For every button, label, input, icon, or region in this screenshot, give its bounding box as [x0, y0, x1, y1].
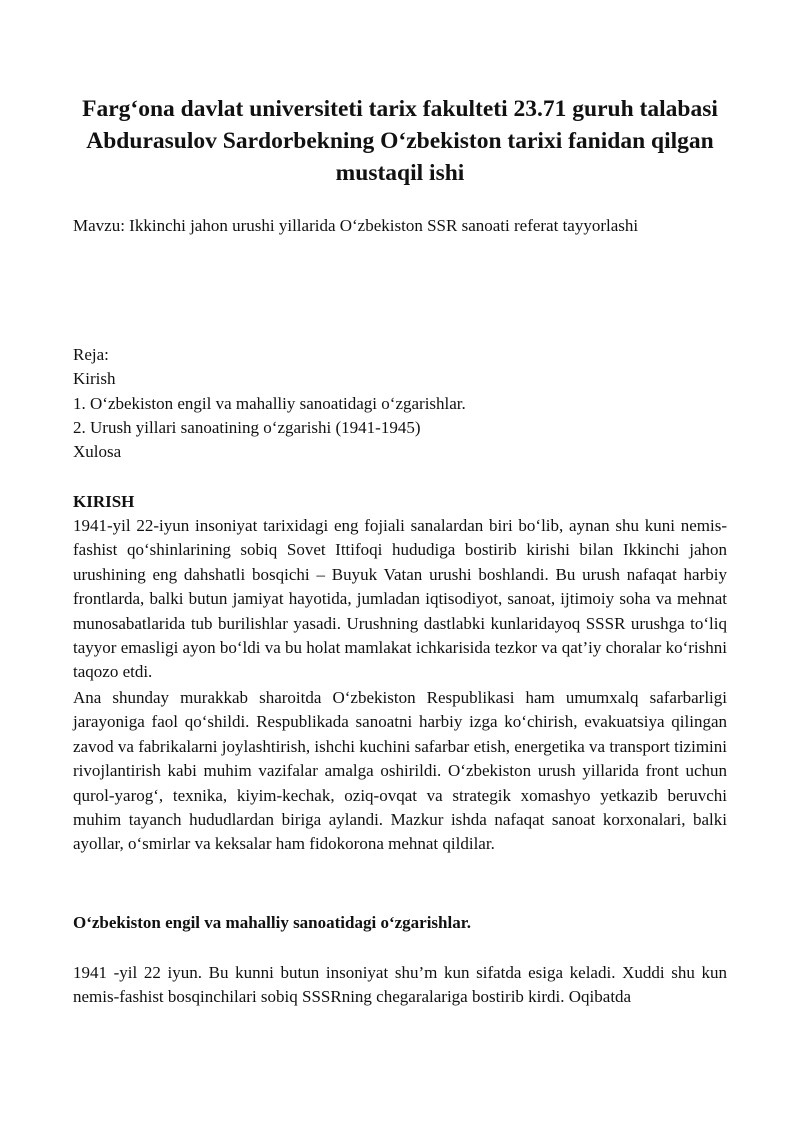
- intro-paragraph: Ana shunday murakkab sharoitda O‘zbekiston Respublikasi ham umumxalq safarbarligi jarayoniga faol qo‘shildi. Respublikada sanoatni harbiy izga ko‘chirish, evakuatsiya qilingan zavod va fabrikalarni joylashtirish, ishchi kuchini safarbar etish, energetika va transport tizimini rivojlantirish kabi muhim vazifalar amalga oshirildi. O‘zbekiston urush yillarida front uchun qurol-yarog‘, texnika, kiyim-kechak, oziq-ovqat va strategik xomashyo yetkazib beruvchi muhim tayanch hududlardan biriga aylandi. Mazkur ishda nafaqat sanoat korxonalari, balki ayollar, o‘smirlar va keksalar ham fidokorona mehnat qildilar.: [73, 688, 727, 854]
- intro-paragraph: 1941-yil 22-iyun insoniyat tarixidagi eng fojiali sanalardan biri bo‘lib, aynan shu kuni nemis-fashist qo‘shinlarining sobiq Sovet Ittifoqi hududiga bostirib kirishi bilan Ikkinchi jahon urushining eng dahshatli bosqichi – Buyuk Vatan urushi boshlandi. Bu urush nafaqat harbiy frontlarda, balki butun jamiyat hayotida, jumladan iqtisodiyot, sanoat, ijtimoiy soha va mehnat munosabatlarida tub burilishlar yasadi. Urushning dastlabki kunlaridayoq SSSR urushga to‘liq tayyor emasligi ayon bo‘ldi va bu holat mamlakat ichkarisida tezkor va qat’iy choralar ko‘rishni taqozo etdi.: [73, 516, 727, 682]
- section-heading: O‘zbekiston engil va mahalliy sanoatidagi o‘zgarishlar.: [73, 913, 471, 932]
- plan-item: Kirish: [73, 369, 116, 389]
- plan-item: 2. Urush yillari sanoatining o‘zgarishi (1941-1945): [73, 417, 421, 437]
- title-line: Farg‘ona davlat universiteti tarix fakulteti 23.71 guruh talabasi: [82, 96, 718, 122]
- title-line: mustaqil ishi: [335, 160, 465, 186]
- title-line: Abdurasulov Sardorbekning O‘zbekiston tarixi fanidan qilgan: [86, 128, 714, 154]
- section-paragraph: 1941 -yil 22 iyun. Bu kunni butun insoniyat shu’m kun sifatda esiga keladi. Xuddi shu kun nemis-fashist bosqinchilari sobiq SSSRning chegaralariga bostirib kirdi. Oqibatda: [73, 963, 727, 1007]
- plan-section: [73, 343, 733, 464]
- topic-line: Mavzu: Ikkinchi jahon urushi yillarida O‘zbekiston SSR sanoati referat tayyorlashi: [73, 216, 639, 235]
- intro-heading: KIRISH: [73, 492, 135, 511]
- plan-item: 1. O‘zbekiston engil va mahalliy sanoatidagi o‘zgarishlar.: [73, 393, 466, 413]
- plan-heading: Reja:: [73, 345, 109, 364]
- plan-item: Xulosa: [73, 442, 122, 462]
- document-title: [60, 93, 740, 189]
